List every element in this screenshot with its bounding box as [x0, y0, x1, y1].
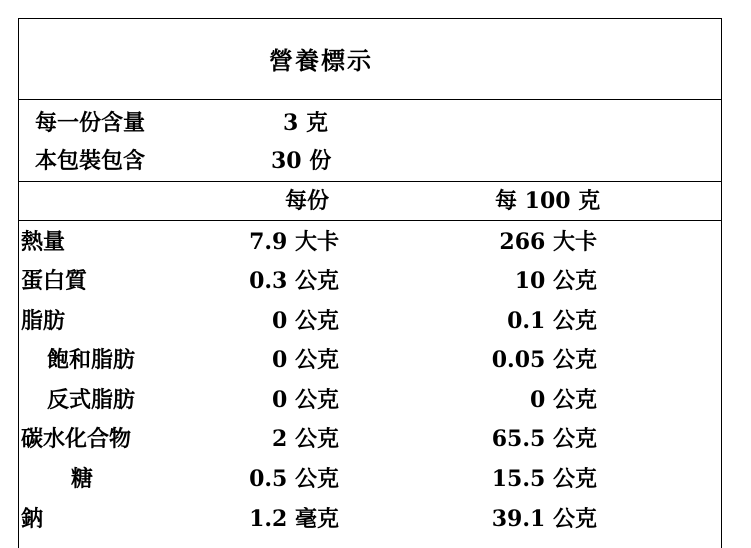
servings-value: 30 份 [271, 148, 332, 174]
row-name: 脂肪 [21, 308, 66, 334]
row-per-100g: 0.1 公克 [507, 308, 597, 334]
row-per-serving: 0.3 公克 [249, 268, 339, 294]
row-name: 鈉 [21, 506, 44, 532]
row-name: 反式脂肪 [47, 387, 136, 413]
row-per-100g: 10 公克 [514, 268, 597, 294]
divider-serving [19, 181, 721, 182]
row-per-100g: 0 公克 [530, 387, 597, 413]
row-name: 飽和脂肪 [47, 347, 136, 373]
row-name: 碳水化合物 [21, 426, 132, 452]
row-per-serving: 0 公克 [272, 308, 339, 334]
row-per-100g: 15.5 公克 [491, 466, 597, 492]
row-per-serving: 7.9 大卡 [249, 229, 339, 255]
row-name: 熱量 [21, 229, 66, 255]
row-per-100g: 39.1 公克 [491, 506, 597, 532]
row-per-serving: 1.2 毫克 [249, 506, 339, 532]
servings-label: 本包裝包含 [35, 148, 146, 174]
row-per-serving: 0 公克 [272, 347, 339, 373]
divider-header [19, 220, 721, 221]
row-per-serving: 0.5 公克 [249, 466, 339, 492]
row-name: 糖 [71, 466, 94, 492]
nutrition-label [18, 18, 722, 548]
row-per-100g: 0.05 公克 [491, 347, 597, 373]
divider-title [19, 99, 721, 100]
per-serving-value: 3 克 [283, 110, 328, 136]
label-title: 營養標示 [269, 46, 373, 75]
header-per-100g: 每 100 克 [495, 188, 601, 214]
row-per-100g: 266 大卡 [499, 229, 597, 255]
per-serving-label: 每一份含量 [35, 110, 146, 136]
row-per-100g: 65.5 公克 [491, 426, 597, 452]
row-per-serving: 0 公克 [272, 387, 339, 413]
header-per-serving: 每份 [285, 188, 330, 214]
row-per-serving: 2 公克 [272, 426, 339, 452]
row-name: 蛋白質 [21, 268, 88, 294]
